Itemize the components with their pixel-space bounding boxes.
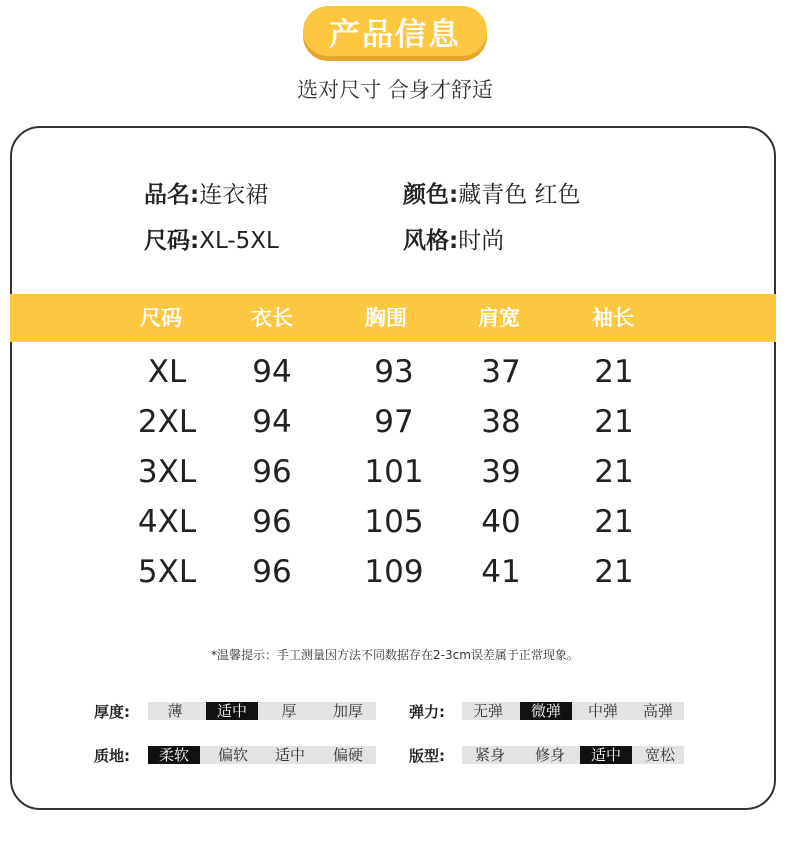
table-cell: 94 — [252, 404, 292, 440]
elasticity-scale — [462, 702, 684, 720]
table-cell: 96 — [252, 454, 292, 490]
info-size-label: 尺码: — [144, 228, 200, 254]
table-cell: 105 — [364, 504, 424, 540]
thickness-option-thick: 厚 — [281, 702, 297, 720]
table-cell: 40 — [481, 504, 521, 540]
thickness-label: 厚度: — [94, 703, 130, 721]
table-cell: 38 — [481, 404, 521, 440]
texture-scale — [148, 746, 376, 764]
elasticity-option-none: 无弹 — [472, 702, 503, 720]
table-header-shoulder: 肩宽 — [478, 306, 520, 330]
table-cell: 94 — [252, 354, 292, 390]
table-cell: 21 — [594, 354, 634, 390]
table-cell: 21 — [594, 404, 634, 440]
table-cell: 21 — [594, 454, 634, 490]
page-title: 产品信息 — [303, 6, 487, 56]
thickness-option-medium: 适中 — [206, 702, 258, 720]
info-style — [403, 222, 504, 255]
table-cell: 4XL — [137, 504, 197, 540]
table-cell: 3XL — [137, 454, 197, 490]
info-size-value: XL-5XL — [199, 228, 279, 254]
elasticity-option-medium: 中弹 — [587, 702, 618, 720]
info-size — [144, 222, 279, 255]
table-cell: 2XL — [137, 404, 197, 440]
texture-option-soft: 柔软 — [148, 746, 200, 764]
table-cell: 96 — [252, 504, 292, 540]
fit-option-slim: 修身 — [534, 746, 565, 764]
info-style-value: 时尚 — [458, 228, 505, 254]
info-style-label: 风格: — [403, 228, 459, 254]
elasticity-option-high: 高弹 — [642, 702, 673, 720]
table-header-bust: 胸围 — [365, 306, 407, 330]
info-name-value: 连衣裙 — [199, 182, 269, 208]
table-cell: 21 — [594, 504, 634, 540]
fit-option-loose: 宽松 — [644, 746, 675, 764]
thickness-scale — [148, 702, 376, 720]
table-cell: 109 — [364, 554, 424, 590]
table-cell: 21 — [594, 554, 634, 590]
info-color-label: 颜色: — [403, 182, 459, 208]
texture-option-slightly-soft: 偏软 — [217, 746, 248, 764]
table-cell: 97 — [374, 404, 414, 440]
elasticity-label: 弹力: — [409, 703, 445, 721]
elasticity-option-slight: 微弹 — [520, 702, 572, 720]
table-header-sleeve: 袖长 — [592, 306, 634, 330]
fit-option-tight: 紧身 — [474, 746, 505, 764]
page-subtitle: 选对尺寸 合身才舒适 — [297, 78, 493, 102]
fit-label: 版型: — [409, 747, 445, 765]
info-name — [144, 176, 268, 209]
table-cell: 101 — [364, 454, 424, 490]
table-cell: 37 — [481, 354, 521, 390]
table-cell: XL — [147, 354, 187, 390]
thickness-option-thin: 薄 — [167, 702, 183, 720]
fit-option-regular: 适中 — [580, 746, 632, 764]
thickness-option-extra-thick: 加厚 — [332, 702, 363, 720]
texture-option-medium: 适中 — [274, 746, 305, 764]
table-header-size: 尺码 — [140, 306, 182, 330]
table-cell: 5XL — [137, 554, 197, 590]
table-cell: 41 — [481, 554, 521, 590]
info-name-label: 品名: — [144, 182, 200, 208]
fit-scale — [462, 746, 684, 764]
measurement-note: *温馨提示：手工测量因方法不同数据存在2-3cm误差属于正常现象。 — [211, 648, 579, 662]
table-cell: 96 — [252, 554, 292, 590]
table-cell: 39 — [481, 454, 521, 490]
info-color — [403, 176, 581, 209]
table-header-length: 衣长 — [251, 306, 293, 330]
texture-option-slightly-hard: 偏硬 — [332, 746, 363, 764]
texture-label: 质地: — [94, 747, 130, 765]
info-color-value: 藏青色 红色 — [458, 182, 581, 208]
table-cell: 93 — [374, 354, 414, 390]
